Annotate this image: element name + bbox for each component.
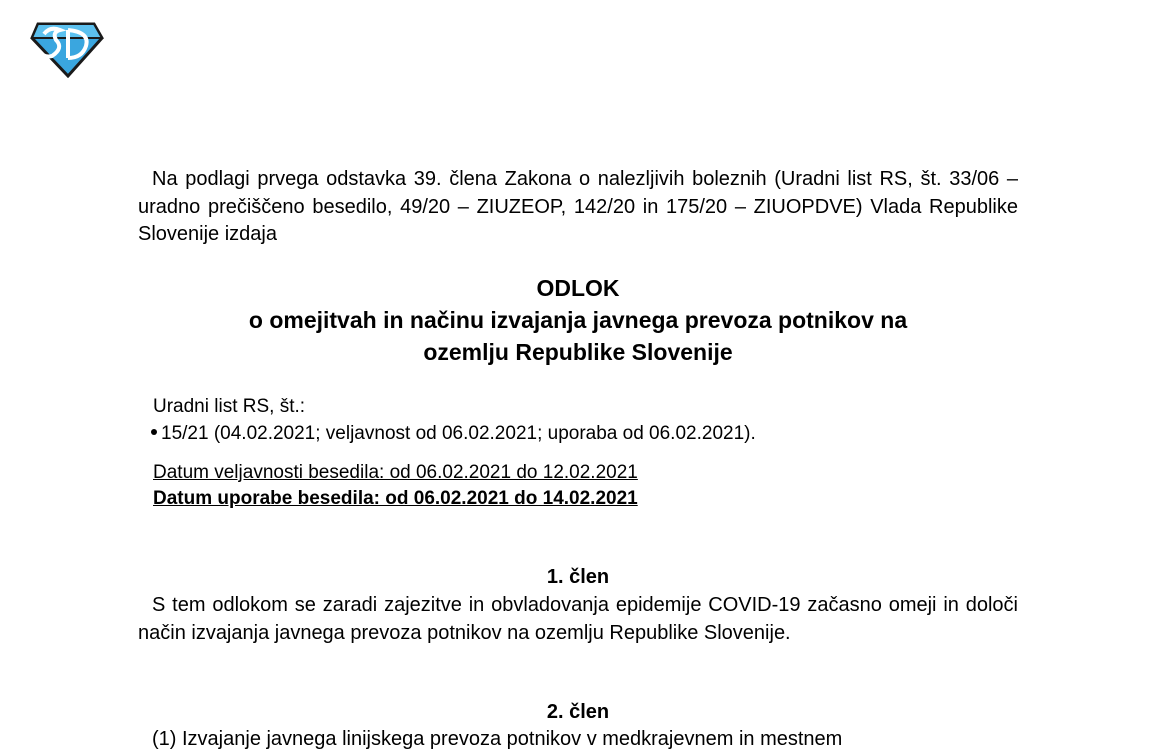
intro-paragraph	[138, 166, 1018, 249]
document-title	[138, 272, 1018, 368]
article-2-text	[138, 726, 1018, 754]
article-2-heading: 2. člen	[546, 701, 610, 723]
article-1-text	[138, 592, 1018, 647]
article-2-body: (1) Izvajanje javnega linijskega prevoza potnikov v medkrajevnem in mestnem	[152, 728, 843, 750]
application-date: Datum uporabe besedila: od 06.02.2021 do 14.02.2021	[153, 488, 638, 509]
gazette-label: Uradni list RS, št.:	[153, 396, 306, 417]
gazette-entry	[149, 420, 756, 447]
title-line-2: o omejitvah in načinu izvajanja javnega prevoza potnikov na	[248, 307, 908, 333]
intro-text: Na podlagi prvega odstavka 39. člena Zakona o nalezljivih boleznih (Uradni list RS, št. 33/06 – uradno prečiščeno besedilo, 49/20 – ZIUZEOP, 142/20 in 175/20 – ZIUOPDVE) Vlada Republike Slovenije izdaja	[138, 168, 1018, 245]
diamond-logo-icon	[30, 18, 104, 78]
bullet-icon	[151, 429, 157, 435]
title-line-3: ozemlju Republike Slovenije	[423, 339, 733, 365]
title-line-1: ODLOK	[536, 275, 620, 301]
article-1-body: S tem odlokom se zaradi zajezitve in obvladovanja epidemije COVID-19 začasno omeji in določi način izvajanja javnega prevoza potnikov na ozemlju Republike Slovenije.	[138, 594, 1018, 644]
validity-date: Datum veljavnosti besedila: od 06.02.2021 do 12.02.2021	[153, 462, 638, 483]
gazette-entry-text: 15/21 (04.02.2021; veljavnost od 06.02.2021; uporaba od 06.02.2021).	[161, 423, 756, 444]
article-1-heading: 1. člen	[546, 566, 610, 588]
